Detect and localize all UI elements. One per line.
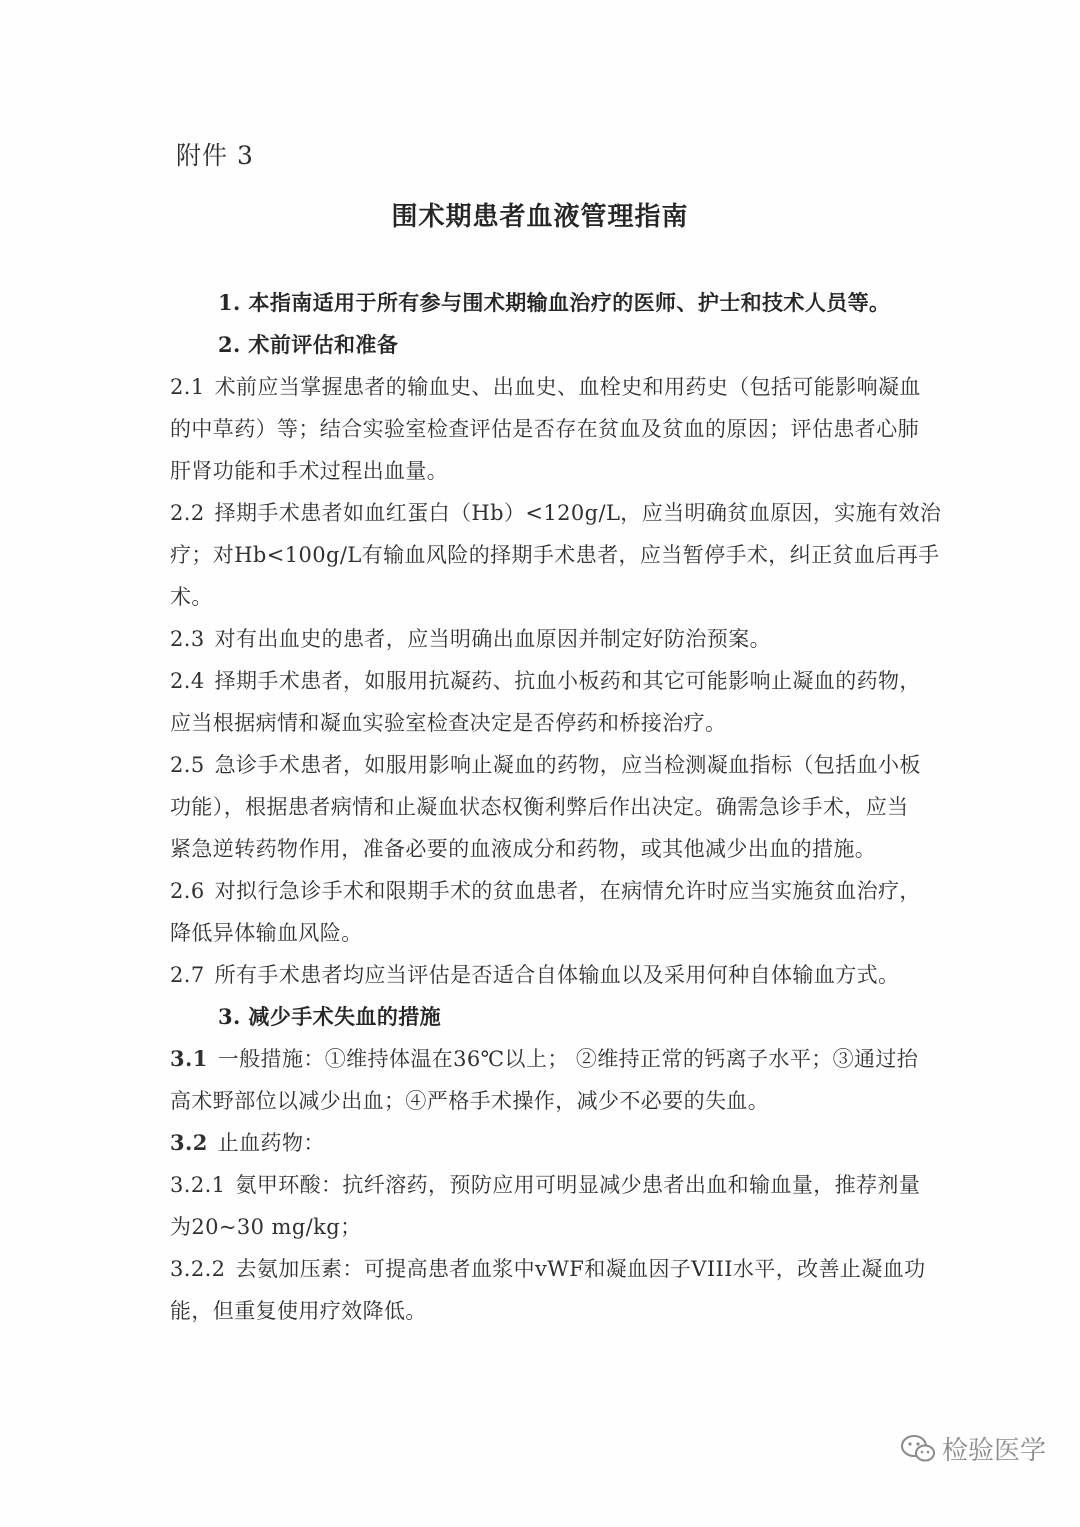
line-text: 去氨加压素：可提高患者血浆中vWF和凝血因子VIII水平，改善止凝血功 — [235, 1257, 926, 1281]
line-text: 对有出血史的患者，应当明确出血原因并制定好防治预案。 — [214, 627, 772, 651]
line-text: 降低异体输血风险。 — [170, 921, 363, 945]
line-text: 高术野部位以减少出血；④严格手术操作，减少不必要的失血。 — [170, 1089, 770, 1113]
paragraph-line — [170, 828, 930, 870]
paragraph-line — [170, 1122, 930, 1164]
line-text: 择期手术患者，如服用抗凝药、抗血小板药和其它可能影响止凝血的药物， — [214, 669, 921, 693]
clause-number: 2.6 — [170, 879, 205, 903]
paragraph-line — [170, 744, 930, 786]
clause-number: 2.3 — [170, 627, 205, 651]
paragraph-line — [170, 492, 942, 534]
line-text: 1. 本指南适用于所有参与围术期输血治疗的医师、护士和技术人员等。 — [218, 290, 891, 315]
line-text: 2. 术前评估和准备 — [218, 332, 399, 357]
line-text: 疗；对Hb<100g/L有输血风险的择期手术患者，应当暂停手术，纠正贫血后再手 — [170, 543, 940, 567]
paragraph-line — [170, 1206, 930, 1248]
paragraph-line — [170, 1248, 930, 1290]
attachment-label: 附件 3 — [176, 141, 254, 170]
paragraph-line — [170, 870, 930, 912]
line-text: 功能），根据患者病情和止凝血状态权衡利弊后作出决定。确需急诊手术，应当 — [170, 795, 909, 819]
line-text: 止血药物： — [217, 1131, 325, 1155]
paragraph-line — [170, 954, 930, 996]
clause-number: 3.1 — [170, 1046, 208, 1071]
paragraph-line — [170, 1164, 930, 1206]
line-text: 氨甲环酸：抗纤溶药，预防应用可明显减少患者出血和输血量，推荐剂量 — [235, 1173, 921, 1197]
line-text: 肝肾功能和手术过程出血量。 — [170, 459, 449, 483]
line-text: 的中草药）等；结合实验室检查评估是否存在贫血及贫血的原因；评估患者心肺 — [170, 417, 919, 441]
line-text: 为20~30 mg/kg； — [170, 1215, 362, 1239]
document-title: 围术期患者血液管理指南 — [391, 202, 689, 232]
watermark-text: 检验医学 — [941, 1436, 1046, 1466]
watermark — [900, 1430, 1046, 1467]
paragraph-line — [170, 534, 940, 576]
clause-number: 2.4 — [170, 669, 205, 693]
line-text: 紧急逆转药物作用，准备必要的血液成分和药物，或其他减少出血的措施。 — [170, 837, 877, 861]
paragraph-line — [170, 1080, 930, 1122]
line-text: 术。 — [170, 585, 213, 609]
document-body — [170, 282, 942, 1332]
paragraph-line — [170, 576, 930, 618]
section-1-line — [170, 282, 930, 324]
paragraph-line — [170, 450, 930, 492]
line-text: 急诊手术患者，如服用影响止凝血的药物，应当检测凝血指标（包括血小板 — [214, 753, 921, 777]
line-text: 3. 减少手术失血的措施 — [218, 1004, 442, 1029]
clause-number: 2.2 — [170, 501, 205, 525]
paragraph-line — [170, 702, 930, 744]
section-3-heading — [170, 996, 930, 1038]
paragraph-line — [170, 912, 930, 954]
line-text: 择期手术患者如血红蛋白（Hb）<120g/L，应当明确贫血原因，实施有效治 — [214, 501, 942, 525]
clause-number: 3.2 — [170, 1130, 208, 1155]
paragraph-line — [170, 660, 930, 702]
paragraph-line — [170, 408, 930, 450]
clause-number: 2.1 — [170, 375, 205, 399]
clause-number: 3.2.2 — [170, 1257, 226, 1281]
clause-number: 3.2.1 — [170, 1173, 226, 1197]
paragraph-line — [170, 1038, 930, 1080]
clause-number: 2.7 — [170, 963, 205, 987]
line-text: 对拟行急诊手术和限期手术的贫血患者，在病情允许时应当实施贫血治疗， — [214, 879, 921, 903]
line-text: 术前应当掌握患者的输血史、出血史、血栓史和用药史（包括可能影响凝血 — [214, 375, 921, 399]
paragraph-line — [170, 1290, 930, 1332]
line-text: 所有手术患者均应当评估是否适合自体输血以及采用何种自体输血方式。 — [214, 963, 900, 987]
line-text: 能，但重复使用疗效降低。 — [170, 1299, 427, 1323]
paragraph-line — [170, 366, 930, 408]
section-2-heading — [170, 324, 930, 366]
line-text: 一般措施：①维持体温在36℃以上； ②维持正常的钙离子水平；③通过抬 — [217, 1047, 919, 1071]
line-text: 应当根据病情和凝血实验室检查决定是否停药和桥接治疗。 — [170, 711, 727, 735]
paragraph-line — [170, 618, 930, 660]
wechat-icon — [900, 1434, 936, 1464]
paragraph-line — [170, 786, 930, 828]
clause-number: 2.5 — [170, 753, 205, 777]
